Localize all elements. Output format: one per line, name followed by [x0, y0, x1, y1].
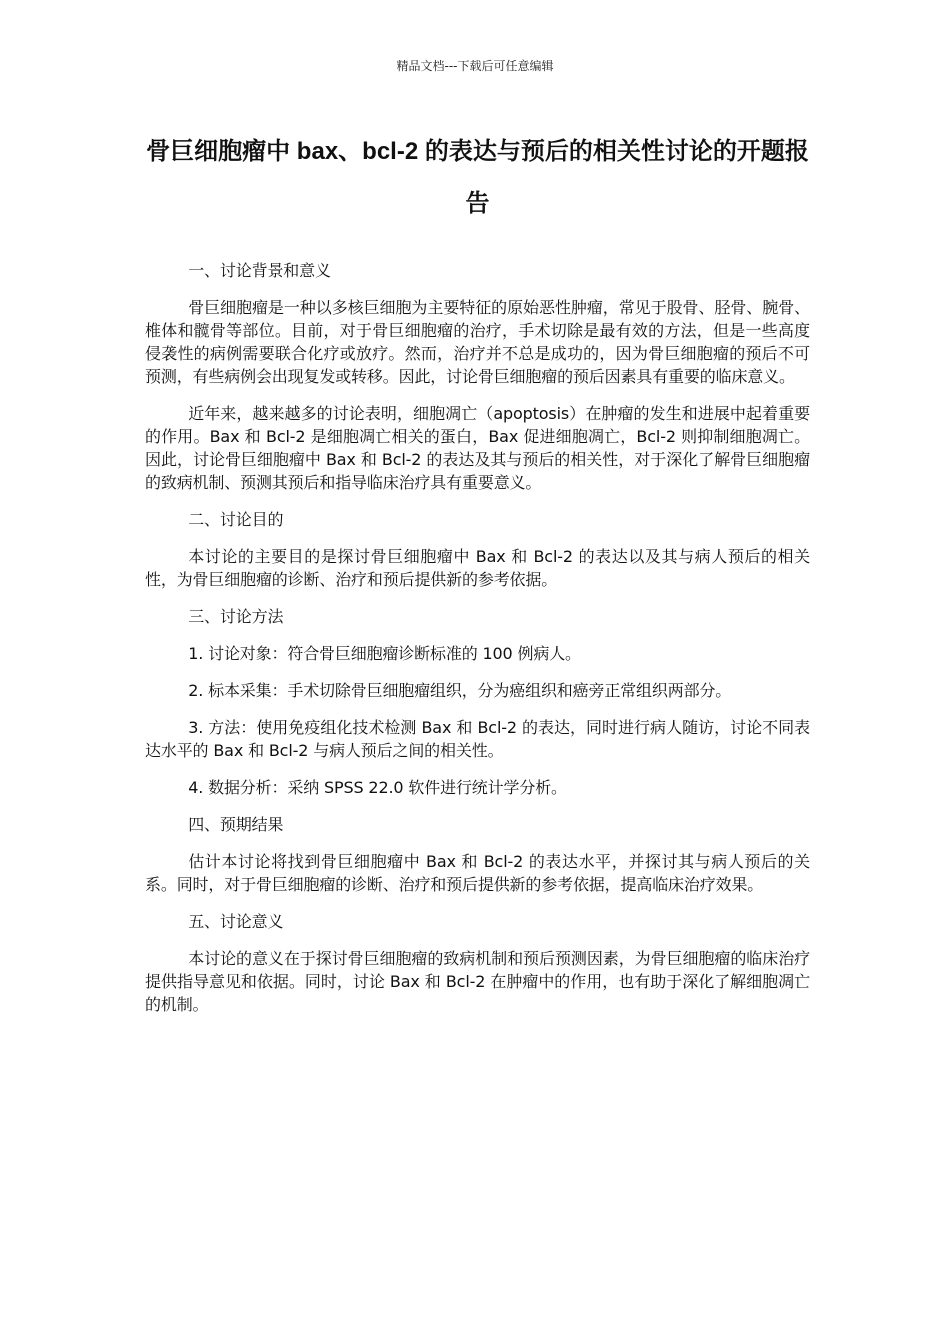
paragraph-background-1: 骨巨细胞瘤是一种以多核巨细胞为主要特征的原始恶性肿瘤，常见于股骨、胫骨、腕骨、椎体和髋骨等部位。目前，对于骨巨细胞瘤的治疗，手术切除是最有效的方法，但是一些高度侵袭性的病例需要联合化疗或放疗。然而，治疗并不总是成功的，因为骨巨细胞瘤的预后不可预测，有些病例会出现复发或转移。因此，讨论骨巨细胞瘤的预后因素具有重要的临床意义。	[145, 298, 810, 386]
method-item-4: 4. 数据分析：采纳 SPSS 22.0 软件进行统计学分析。	[188, 778, 567, 797]
method-item-1: 1. 讨论对象：符合骨巨细胞瘤诊断标准的 100 例病人。	[188, 644, 581, 663]
section-heading-significance: 五、讨论意义	[188, 912, 284, 931]
method-item-2: 2. 标本采集：手术切除骨巨细胞瘤组织，分为癌组织和癌旁正常组织两部分。	[188, 681, 732, 700]
paragraph-significance: 本讨论的意义在于探讨骨巨细胞瘤的致病机制和预后预测因素，为骨巨细胞瘤的临床治疗提供指导意见和依据。同时，讨论 Bax 和 Bcl-2 在肿瘤中的作用，也有助于深化了解细胞凋亡的机制。	[145, 949, 810, 1014]
section-heading-purpose: 二、讨论目的	[188, 510, 284, 529]
section-heading-background: 一、讨论背景和意义	[188, 261, 331, 280]
paragraph-purpose: 本讨论的主要目的是探讨骨巨细胞瘤中 Bax 和 Bcl-2 的表达以及其与病人预后的相关性，为骨巨细胞瘤的诊断、治疗和预后提供新的参考依据。	[145, 547, 810, 589]
header-note: 精品文档---下载后可任意编辑	[396, 59, 554, 73]
paragraph-background-2: 近年来，越来越多的讨论表明，细胞凋亡（apoptosis）在肿瘤的发生和进展中起着重要的作用。Bax 和 Bcl-2 是细胞凋亡相关的蛋白，Bax 促进细胞凋亡，Bcl-2 则抑制细胞凋亡。因此，讨论骨巨细胞瘤中 Bax 和 Bcl-2 的表达及其与预后的相关性，对于深化了解骨巨细胞瘤的致病机制、预测其预后和指导临床治疗具有重要意义。	[145, 404, 810, 492]
paragraph-expected: 估计本讨论将找到骨巨细胞瘤中 Bax 和 Bcl-2 的表达水平，并探讨其与病人预后的关系。同时，对于骨巨细胞瘤的诊断、治疗和预后提供新的参考依据，提高临床治疗效果。	[145, 852, 810, 894]
section-heading-expected: 四、预期结果	[188, 815, 284, 834]
section-heading-methods: 三、讨论方法	[188, 607, 284, 626]
document-body	[145, 259, 810, 1030]
document-title: 骨巨细胞瘤中 bax、bcl-2 的表达与预后的相关性讨论的开题报告	[146, 138, 809, 217]
method-item-3: 3. 方法：使用免疫组化技术检测 Bax 和 Bcl-2 的表达，同时进行病人随访，讨论不同表达水平的 Bax 和 Bcl-2 与病人预后之间的相关性。	[145, 718, 810, 760]
